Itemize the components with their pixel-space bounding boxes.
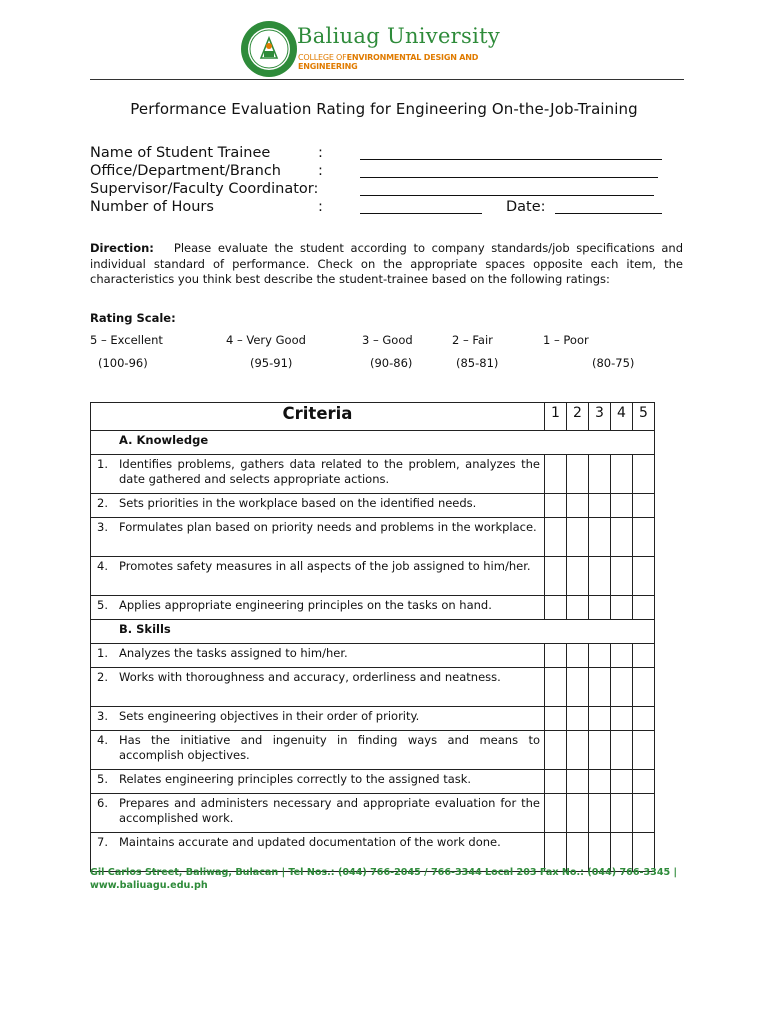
rating-col-3: 3	[589, 403, 611, 431]
rating-checkbox-1[interactable]	[545, 644, 567, 668]
supervisor-blank[interactable]	[360, 180, 654, 196]
rating-checkbox-3[interactable]	[589, 794, 611, 833]
rating-checkbox-2[interactable]	[567, 557, 589, 596]
criterion-cell	[91, 794, 545, 833]
criterion-cell	[91, 770, 545, 794]
rating-checkbox-2[interactable]	[567, 518, 589, 557]
criterion-number: 2.	[97, 670, 108, 684]
date-label: Date:	[506, 199, 546, 215]
rating-checkbox-5[interactable]	[633, 557, 655, 596]
rating-checkbox-1[interactable]	[545, 707, 567, 731]
criterion-number: 3.	[97, 709, 108, 723]
rating-checkbox-1[interactable]	[545, 770, 567, 794]
scale-poor: 1 – Poor	[543, 333, 589, 347]
field-supervisor	[90, 180, 670, 198]
rating-scale-title: Rating Scale:	[90, 311, 176, 325]
rating-checkbox-2[interactable]	[567, 770, 589, 794]
field-hours: Number of Hours : Date:	[90, 198, 670, 216]
rating-checkbox-3[interactable]	[589, 455, 611, 494]
range-poor: (80-75)	[592, 356, 635, 370]
rating-checkbox-3[interactable]	[589, 596, 611, 620]
criterion-text: Identifies problems, gathers data related to the problem, analyzes the date gathered and selects appropriate actions.	[119, 457, 540, 486]
rating-checkbox-4[interactable]	[611, 518, 633, 557]
hours-blank[interactable]	[360, 198, 482, 214]
rating-checkbox-1[interactable]	[545, 518, 567, 557]
rating-checkbox-4[interactable]	[611, 557, 633, 596]
rating-checkbox-1[interactable]	[545, 668, 567, 707]
office-blank[interactable]	[360, 162, 658, 178]
criterion-number: 3.	[97, 520, 108, 534]
section-row	[91, 620, 655, 644]
field-label: Supervisor/Faculty Coordinator:	[90, 181, 319, 197]
table-row	[91, 494, 655, 518]
rating-checkbox-4[interactable]	[611, 770, 633, 794]
criterion-cell	[91, 455, 545, 494]
footer-contact: Gil Carlos Street, Baliwag, Bulacan | Tel Nos.: (044) 766-2045 / 766-3344 Local 203 Fax No.: (044) 766-3345 | www.baliuagu.edu.ph	[90, 867, 678, 891]
rating-checkbox-5[interactable]	[633, 455, 655, 494]
criterion-text: Promotes safety measures in all aspects of the job assigned to him/her.	[119, 559, 531, 573]
criterion-number: 1.	[97, 646, 108, 660]
rating-checkbox-1[interactable]	[545, 455, 567, 494]
rating-checkbox-3[interactable]	[589, 668, 611, 707]
criterion-cell	[91, 596, 545, 620]
criterion-number: 1.	[97, 457, 108, 471]
letterhead	[240, 20, 540, 78]
student-name-blank[interactable]	[360, 144, 662, 160]
rating-checkbox-4[interactable]	[611, 494, 633, 518]
criterion-number: 7.	[97, 835, 108, 849]
table-row	[91, 455, 655, 494]
college-name: COLLEGE OFENVIRONMENTAL DESIGN AND ENGINEERING	[298, 53, 479, 71]
table-row	[91, 707, 655, 731]
range-very-good: (95-91)	[250, 356, 293, 370]
scale-fair: 2 – Fair	[452, 333, 493, 347]
range-fair: (85-81)	[456, 356, 499, 370]
criterion-cell	[91, 557, 545, 596]
table-header-row	[91, 403, 655, 431]
rating-checkbox-2[interactable]	[567, 794, 589, 833]
criterion-number: 5.	[97, 598, 108, 612]
rating-checkbox-1[interactable]	[545, 494, 567, 518]
rating-checkbox-3[interactable]	[589, 557, 611, 596]
rating-checkbox-1[interactable]	[545, 596, 567, 620]
rating-checkbox-3[interactable]	[589, 644, 611, 668]
criterion-cell	[91, 731, 545, 770]
rating-checkbox-5[interactable]	[633, 707, 655, 731]
rating-col-2: 2	[567, 403, 589, 431]
rating-checkbox-4[interactable]	[611, 668, 633, 707]
criterion-text: Applies appropriate engineering principles on the tasks on hand.	[119, 598, 492, 612]
table-row	[91, 770, 655, 794]
criterion-cell	[91, 494, 545, 518]
criterion-number: 2.	[97, 496, 108, 510]
rating-checkbox-3[interactable]	[589, 494, 611, 518]
table-row	[91, 731, 655, 770]
criteria-table	[90, 402, 655, 872]
direction-text: Please evaluate the student according to company standards/job specifications and individual standard of performance. Check on the appropriate spaces opposite each item, the characteristics you think best describe the student-trainee based on the following ratings:	[90, 241, 683, 286]
date-blank[interactable]	[555, 198, 662, 214]
rating-checkbox-4[interactable]	[611, 794, 633, 833]
criterion-cell	[91, 668, 545, 707]
rating-checkbox-5[interactable]	[633, 770, 655, 794]
rating-checkbox-3[interactable]	[589, 518, 611, 557]
section-row	[91, 431, 655, 455]
rating-checkbox-3[interactable]	[589, 731, 611, 770]
criterion-text: Analyzes the tasks assigned to him/her.	[119, 646, 348, 660]
criteria-header: Criteria	[91, 403, 545, 431]
rating-checkbox-4[interactable]	[611, 707, 633, 731]
criterion-text: Maintains accurate and updated documentation of the work done.	[119, 835, 501, 849]
direction-paragraph	[90, 241, 683, 288]
scale-good: 3 – Good	[362, 333, 413, 347]
rating-checkbox-5[interactable]	[633, 794, 655, 833]
criterion-cell	[91, 707, 545, 731]
rating-checkbox-2[interactable]	[567, 494, 589, 518]
rating-checkbox-1[interactable]	[545, 557, 567, 596]
section-title: B. Skills	[91, 620, 655, 644]
criterion-text: Prepares and administers necessary and appropriate evaluation for the accomplished work.	[119, 796, 540, 825]
rating-checkbox-2[interactable]	[567, 596, 589, 620]
rating-checkbox-5[interactable]	[633, 668, 655, 707]
rating-col-5: 5	[633, 403, 655, 431]
rating-checkbox-3[interactable]	[589, 707, 611, 731]
field-office: Office/Department/Branch :	[90, 162, 670, 180]
table-row	[91, 596, 655, 620]
table-row	[91, 668, 655, 707]
criterion-text: Relates engineering principles correctly to the assigned task.	[119, 772, 472, 786]
criterion-number: 6.	[97, 796, 108, 810]
rating-checkbox-4[interactable]	[611, 731, 633, 770]
rating-checkbox-2[interactable]	[567, 707, 589, 731]
rating-checkbox-4[interactable]	[611, 455, 633, 494]
table-row	[91, 518, 655, 557]
criterion-text: Formulates plan based on priority needs and problems in the workplace.	[119, 520, 537, 534]
range-excellent: (100-96)	[98, 356, 148, 370]
rating-checkbox-1[interactable]	[545, 794, 567, 833]
criterion-text: Has the initiative and ingenuity in finding ways and means to accomplish objectives.	[119, 733, 540, 762]
field-label: Name of Student Trainee	[90, 145, 271, 161]
criterion-cell	[91, 644, 545, 668]
section-title: A. Knowledge	[91, 431, 655, 455]
criterion-text: Works with thoroughness and accuracy, orderliness and neatness.	[119, 670, 501, 684]
criterion-text: Sets engineering objectives in their order of priority.	[119, 709, 420, 723]
university-seal-icon	[240, 20, 298, 78]
criterion-number: 4.	[97, 559, 108, 573]
rating-checkbox-4[interactable]	[611, 596, 633, 620]
header-divider	[90, 79, 684, 80]
rating-checkbox-5[interactable]	[633, 596, 655, 620]
scale-excellent: 5 – Excellent	[90, 333, 163, 347]
rating-checkbox-5[interactable]	[633, 518, 655, 557]
rating-checkbox-2[interactable]	[567, 731, 589, 770]
rating-checkbox-5[interactable]	[633, 731, 655, 770]
criterion-text: Sets priorities in the workplace based on the identified needs.	[119, 496, 477, 510]
criterion-number: 5.	[97, 772, 108, 786]
rating-checkbox-5[interactable]	[633, 644, 655, 668]
direction-label: Direction:	[90, 241, 154, 255]
trainee-info-fields	[90, 144, 670, 216]
rating-checkbox-5[interactable]	[633, 494, 655, 518]
university-name: Baliuag University	[297, 24, 501, 48]
criterion-number: 4.	[97, 733, 108, 747]
rating-checkbox-4[interactable]	[611, 644, 633, 668]
field-label: Office/Department/Branch	[90, 163, 281, 179]
rating-checkbox-2[interactable]	[567, 668, 589, 707]
rating-col-4: 4	[611, 403, 633, 431]
criterion-cell	[91, 518, 545, 557]
table-row	[91, 794, 655, 833]
field-label: Number of Hours	[90, 199, 214, 215]
rating-checkbox-2[interactable]	[567, 455, 589, 494]
rating-checkbox-1[interactable]	[545, 731, 567, 770]
range-good: (90-86)	[370, 356, 413, 370]
rating-checkbox-3[interactable]	[589, 770, 611, 794]
field-student-name: Name of Student Trainee :	[90, 144, 670, 162]
table-row	[91, 644, 655, 668]
rating-col-1: 1	[545, 403, 567, 431]
rating-checkbox-2[interactable]	[567, 644, 589, 668]
table-row	[91, 557, 655, 596]
scale-very-good: 4 – Very Good	[226, 333, 306, 347]
form-title: Performance Evaluation Rating for Engineering On-the-Job-Training	[130, 100, 638, 118]
